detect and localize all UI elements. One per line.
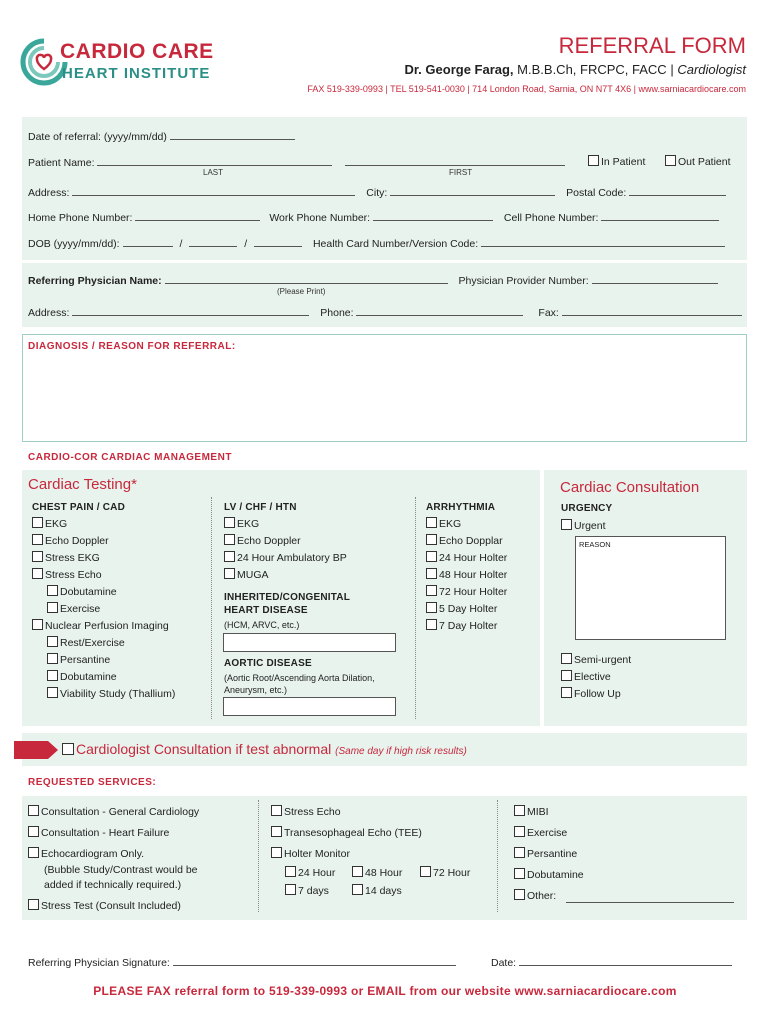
contact-line: FAX 519-339-0993 | TEL 519-541-0030 | 714 London Road, Sarnia, ON N7T 4X6 | www.sarniacardiocare.com — [307, 84, 746, 94]
physician-phone-label: Phone: — [320, 307, 354, 319]
in-patient-option[interactable] — [588, 155, 645, 168]
first-name-field[interactable] — [345, 155, 565, 166]
nuclear-perfusion-option[interactable] — [32, 619, 169, 632]
nuclear-sub-checkbox[interactable] — [47, 636, 58, 647]
out-patient-label: Out Patient — [678, 156, 731, 168]
health-card-field[interactable] — [481, 236, 725, 247]
abnormal-note: (Same day if high risk results) — [335, 746, 467, 757]
arrhythmia-test-option[interactable] — [426, 568, 507, 581]
nuclear-sub-checkbox[interactable] — [47, 653, 58, 664]
physician-address-row — [28, 305, 742, 319]
arrhythmia-test-option[interactable] — [426, 619, 497, 632]
nuclear-sub-option[interactable] — [47, 653, 110, 666]
address-field[interactable] — [72, 185, 355, 196]
signature-date-label: Date: — [491, 957, 517, 969]
holter-duration-option[interactable] — [285, 866, 335, 879]
diagnosis-label: DIAGNOSIS / REASON FOR REFERRAL: — [28, 341, 236, 352]
in-patient-checkbox[interactable] — [588, 155, 599, 166]
arrhythmia-test-option[interactable] — [426, 585, 507, 598]
service-option[interactable] — [514, 889, 556, 902]
signature-row — [28, 955, 456, 969]
doctor-credentials: M.B.B.Ch, FRCPC, FACC — [517, 62, 667, 77]
arrhythmia-test-checkbox[interactable] — [426, 619, 437, 630]
service-option[interactable] — [271, 805, 341, 818]
stress-test-option[interactable] — [28, 899, 181, 912]
doctor-specialty: Cardiologist — [677, 62, 746, 77]
nuclear-sub-label: Dobutamine — [60, 671, 117, 683]
lv-test-label: Echo Doppler — [237, 535, 301, 547]
arrhythmia-test-checkbox[interactable] — [426, 568, 437, 579]
service-checkbox[interactable] — [271, 826, 282, 837]
chest-test-option[interactable] — [32, 551, 100, 564]
stress-echo-sub-option[interactable] — [47, 602, 100, 615]
other-field[interactable] — [566, 892, 734, 903]
please-print-caption: (Please Print) — [277, 287, 326, 296]
dob-day-field[interactable] — [254, 236, 302, 247]
dob-row — [28, 236, 725, 250]
holter-duration-label: 7 days — [298, 885, 329, 897]
arrhythmia-test-label: 5 Day Holter — [439, 603, 498, 615]
logo-line2: HEART INSTITUTE — [62, 65, 211, 82]
holter-duration-checkbox[interactable] — [285, 884, 296, 895]
cell-phone-label: Cell Phone Number: — [503, 212, 599, 224]
physician-phone-field[interactable] — [356, 305, 523, 316]
arrhythmia-test-label: EKG — [439, 518, 462, 530]
abnormal-label: Cardiologist Consultation if test abnormal — [76, 741, 332, 757]
lv-test-label: EKG — [237, 518, 260, 530]
work-phone-field[interactable] — [373, 210, 493, 221]
provider-number-label: Physician Provider Number: — [458, 275, 589, 287]
service-option[interactable] — [28, 805, 199, 818]
first-caption: FIRST — [449, 168, 473, 177]
service-label: Consultation - General Cardiology — [41, 806, 200, 818]
stress-echo-sub-option[interactable] — [47, 585, 117, 598]
holter-duration-label: 48 Hour — [365, 867, 403, 879]
chest-test-label: Stress EKG — [45, 552, 100, 564]
last-name-field[interactable] — [97, 155, 332, 166]
separator: | — [670, 62, 674, 77]
physician-fax-field[interactable] — [562, 305, 742, 316]
physician-name-label: Referring Physician Name: — [28, 275, 162, 287]
physician-name-row — [28, 273, 718, 287]
column-divider — [211, 497, 212, 719]
chest-test-option[interactable] — [32, 517, 67, 530]
inherited-note: (HCM, ARVC, etc.) — [224, 620, 300, 630]
holter-duration-option[interactable] — [352, 884, 402, 897]
service-option[interactable] — [271, 826, 422, 839]
stress-test-label: Stress Test (Consult Included) — [41, 900, 181, 912]
address-label: Address: — [28, 187, 70, 199]
signature-date-field[interactable] — [519, 955, 732, 966]
lv-test-option[interactable] — [224, 534, 301, 547]
physician-address-field[interactable] — [72, 305, 309, 316]
inherited-heading-line2: HEART DISEASE — [224, 605, 308, 616]
arrhythmia-test-checkbox[interactable] — [426, 585, 437, 596]
in-patient-label: In Patient — [601, 156, 646, 168]
page-title: REFERRAL FORM — [558, 33, 746, 58]
arrhythmia-test-option[interactable] — [426, 517, 461, 530]
consult-urgency-label: Semi-urgent — [574, 654, 632, 666]
arrhythmia-test-label: Echo Dopplar — [439, 535, 503, 547]
service-label: Exercise — [527, 827, 568, 839]
aortic-input[interactable] — [223, 697, 396, 716]
chest-test-option[interactable] — [32, 534, 109, 547]
arrhythmia-heading: ARRHYTHMIA — [426, 502, 496, 513]
service-option[interactable] — [514, 868, 584, 881]
chest-test-checkbox[interactable] — [32, 534, 43, 545]
date-label: Date of referral: (yyyy/mm/dd) — [28, 131, 167, 143]
holter-duration-label: 14 days — [365, 885, 402, 897]
arrhythmia-test-option[interactable] — [426, 602, 497, 615]
urgent-option[interactable] — [561, 519, 606, 532]
service-label: Stress Echo — [284, 806, 341, 818]
signature-label: Referring Physician Signature: — [28, 957, 170, 969]
arrhythmia-test-label: 48 Hour Holter — [439, 569, 508, 581]
holter-duration-option[interactable] — [420, 866, 470, 879]
holter-duration-label: 72 Hour — [433, 867, 471, 879]
service-label: Transesophageal Echo (TEE) — [284, 827, 422, 839]
patient-name-label: Patient Name: — [28, 157, 95, 169]
chest-pain-heading: CHEST PAIN / CAD — [32, 502, 126, 513]
city-label: City: — [366, 187, 388, 199]
service-checkbox[interactable] — [28, 805, 39, 816]
service-label: Consultation - Heart Failure — [41, 827, 170, 839]
arrhythmia-test-label: 7 Day Holter — [439, 620, 498, 632]
arrhythmia-test-checkbox[interactable] — [426, 534, 437, 545]
lv-test-checkbox[interactable] — [224, 568, 235, 579]
service-checkbox[interactable] — [271, 847, 282, 858]
logo-line1: CARDIO CARE — [60, 40, 214, 63]
service-label: Dobutamine — [527, 869, 584, 881]
nuclear-sub-label: Rest/Exercise — [60, 637, 125, 649]
service-checkbox[interactable] — [514, 805, 525, 816]
city-field[interactable] — [390, 185, 555, 196]
physician-name-field[interactable] — [165, 273, 448, 284]
arrhythmia-test-option[interactable] — [426, 551, 507, 564]
holter-duration-checkbox[interactable] — [352, 866, 363, 877]
stress-echo-sub-checkbox[interactable] — [47, 602, 58, 613]
column-divider — [497, 800, 498, 912]
column-divider — [258, 800, 259, 912]
home-phone-label: Home Phone Number: — [28, 212, 133, 224]
chest-test-label: EKG — [45, 518, 68, 530]
stress-test-checkbox[interactable] — [28, 899, 39, 910]
reason-label: REASON — [579, 540, 611, 549]
date-row — [491, 955, 732, 969]
lv-test-checkbox[interactable] — [224, 534, 235, 545]
aortic-heading: AORTIC DISEASE — [224, 658, 312, 669]
lv-test-option[interactable] — [224, 517, 259, 530]
management-label: CARDIO-COR CARDIAC MANAGEMENT — [28, 452, 232, 463]
service-checkbox[interactable] — [514, 847, 525, 858]
service-checkbox[interactable] — [28, 847, 39, 858]
dob-year-field[interactable] — [123, 236, 173, 247]
out-patient-option[interactable] — [665, 155, 731, 168]
dob-slash: / — [244, 238, 248, 250]
chest-test-label: Echo Doppler — [45, 535, 109, 547]
home-phone-field[interactable] — [135, 210, 260, 221]
service-checkbox[interactable] — [514, 826, 525, 837]
chest-test-checkbox[interactable] — [32, 568, 43, 579]
phone-row — [28, 210, 719, 224]
nuclear-sub-option[interactable] — [47, 670, 117, 683]
service-option[interactable] — [514, 847, 577, 860]
provider-number-field[interactable] — [592, 273, 718, 284]
echo-note-line1: (Bubble Study/Contrast would be — [44, 864, 198, 876]
chest-test-checkbox[interactable] — [32, 517, 43, 528]
reason-box[interactable] — [575, 536, 726, 640]
abnormal-checkbox[interactable] — [62, 743, 74, 755]
echo-note-line2: added if technically required.) — [44, 879, 182, 891]
lv-test-option[interactable] — [224, 551, 347, 564]
service-label: Echocardiogram Only. — [41, 848, 145, 860]
column-divider — [415, 497, 416, 719]
abnormal-consultation-option[interactable] — [62, 741, 467, 757]
nuclear-sub-option[interactable] — [47, 636, 125, 649]
signature-field[interactable] — [173, 955, 456, 966]
nuclear-perfusion-label: Nuclear Perfusion Imaging — [45, 620, 169, 632]
consult-urgency-label: Elective — [574, 671, 611, 683]
service-label: Holter Monitor — [284, 848, 350, 860]
service-option[interactable] — [514, 826, 567, 839]
nuclear-sub-option[interactable] — [47, 687, 175, 700]
service-checkbox[interactable] — [271, 805, 282, 816]
arrhythmia-test-label: 72 Hour Holter — [439, 586, 508, 598]
holter-duration-option[interactable] — [352, 866, 402, 879]
consult-urgency-option[interactable] — [561, 670, 611, 683]
stress-echo-sub-label: Exercise — [60, 603, 101, 615]
dob-slash: / — [179, 238, 183, 250]
address-row — [28, 185, 726, 199]
service-option[interactable] — [514, 805, 549, 818]
requested-services-label: REQUESTED SERVICES: — [28, 777, 157, 788]
arrhythmia-test-checkbox[interactable] — [426, 551, 437, 562]
inherited-heading-line1: INHERITED/CONGENITAL — [224, 592, 351, 603]
service-checkbox[interactable] — [28, 826, 39, 837]
nuclear-perfusion-checkbox[interactable] — [32, 619, 43, 630]
last-caption: LAST — [203, 168, 224, 177]
postal-label: Postal Code: — [566, 187, 627, 199]
patient-name-row — [28, 155, 565, 169]
urgent-label: Urgent — [574, 520, 606, 532]
holter-duration-label: 24 Hour — [298, 867, 336, 879]
nuclear-sub-checkbox[interactable] — [47, 687, 58, 698]
work-phone-label: Work Phone Number: — [269, 212, 371, 224]
dob-label: DOB (yyyy/mm/dd): — [28, 238, 120, 250]
nuclear-sub-checkbox[interactable] — [47, 670, 58, 681]
lv-chf-heading: LV / CHF / HTN — [224, 502, 297, 513]
service-option[interactable] — [28, 847, 144, 860]
service-label: MIBI — [527, 806, 549, 818]
aortic-note-line1: (Aortic Root/Ascending Aorta Dilation, — [224, 673, 375, 683]
cell-phone-field[interactable] — [601, 210, 719, 221]
service-label: Other: — [527, 890, 557, 902]
urgency-heading: URGENCY — [561, 503, 613, 514]
service-option[interactable] — [28, 826, 169, 839]
arrhythmia-test-checkbox[interactable] — [426, 602, 437, 613]
physician-address-label: Address: — [28, 307, 70, 319]
aortic-note-line2: Aneurysm, etc.) — [224, 685, 288, 695]
arrhythmia-test-label: 24 Hour Holter — [439, 552, 508, 564]
holter-duration-checkbox[interactable] — [352, 884, 363, 895]
nuclear-sub-label: Viability Study (Thallium) — [60, 688, 176, 700]
arrhythmia-test-checkbox[interactable] — [426, 517, 437, 528]
lv-test-label: 24 Hour Ambulatory BP — [237, 552, 347, 564]
service-checkbox[interactable] — [514, 889, 525, 900]
consult-urgency-checkbox[interactable] — [561, 670, 572, 681]
service-label: Persantine — [527, 848, 578, 860]
consult-urgency-checkbox[interactable] — [561, 687, 572, 698]
inherited-input[interactable] — [223, 633, 396, 652]
stress-echo-sub-label: Dobutamine — [60, 586, 117, 598]
urgent-checkbox[interactable] — [561, 519, 572, 530]
holter-duration-checkbox[interactable] — [420, 866, 431, 877]
service-option[interactable] — [271, 847, 350, 860]
arrhythmia-test-option[interactable] — [426, 534, 503, 547]
health-card-label: Health Card Number/Version Code: — [312, 238, 479, 250]
holter-duration-option[interactable] — [285, 884, 329, 897]
lv-test-option[interactable] — [224, 568, 269, 581]
date-field[interactable] — [170, 129, 295, 140]
consult-urgency-option[interactable] — [561, 653, 631, 666]
consult-urgency-option[interactable] — [561, 687, 621, 700]
cardiac-testing-title: Cardiac Testing* — [28, 476, 137, 493]
service-checkbox[interactable] — [514, 868, 525, 879]
lv-test-checkbox[interactable] — [224, 517, 235, 528]
out-patient-checkbox[interactable] — [665, 155, 676, 166]
red-arrow-icon — [14, 741, 58, 759]
dob-month-field[interactable] — [189, 236, 237, 247]
doctor-line — [404, 62, 746, 77]
doctor-name: Dr. George Farag, — [404, 62, 514, 77]
postal-field[interactable] — [629, 185, 726, 196]
cardiac-consultation-title: Cardiac Consultation — [560, 479, 700, 496]
footer-text: PLEASE FAX referral form to 519-339-0993 or EMAIL from our website www.sarniacardiocare.com — [93, 984, 677, 998]
physician-fax-label: Fax: — [538, 307, 559, 319]
lv-test-checkbox[interactable] — [224, 551, 235, 562]
chest-test-option[interactable] — [32, 568, 102, 581]
stress-echo-sub-checkbox[interactable] — [47, 585, 58, 596]
chest-test-checkbox[interactable] — [32, 551, 43, 562]
lv-test-label: MUGA — [237, 569, 269, 581]
consult-urgency-checkbox[interactable] — [561, 653, 572, 664]
holter-duration-checkbox[interactable] — [285, 866, 296, 877]
nuclear-sub-label: Persantine — [60, 654, 111, 666]
date-of-referral — [28, 129, 295, 143]
chest-test-label: Stress Echo — [45, 569, 102, 581]
logo — [20, 38, 240, 88]
consult-urgency-label: Follow Up — [574, 688, 621, 700]
